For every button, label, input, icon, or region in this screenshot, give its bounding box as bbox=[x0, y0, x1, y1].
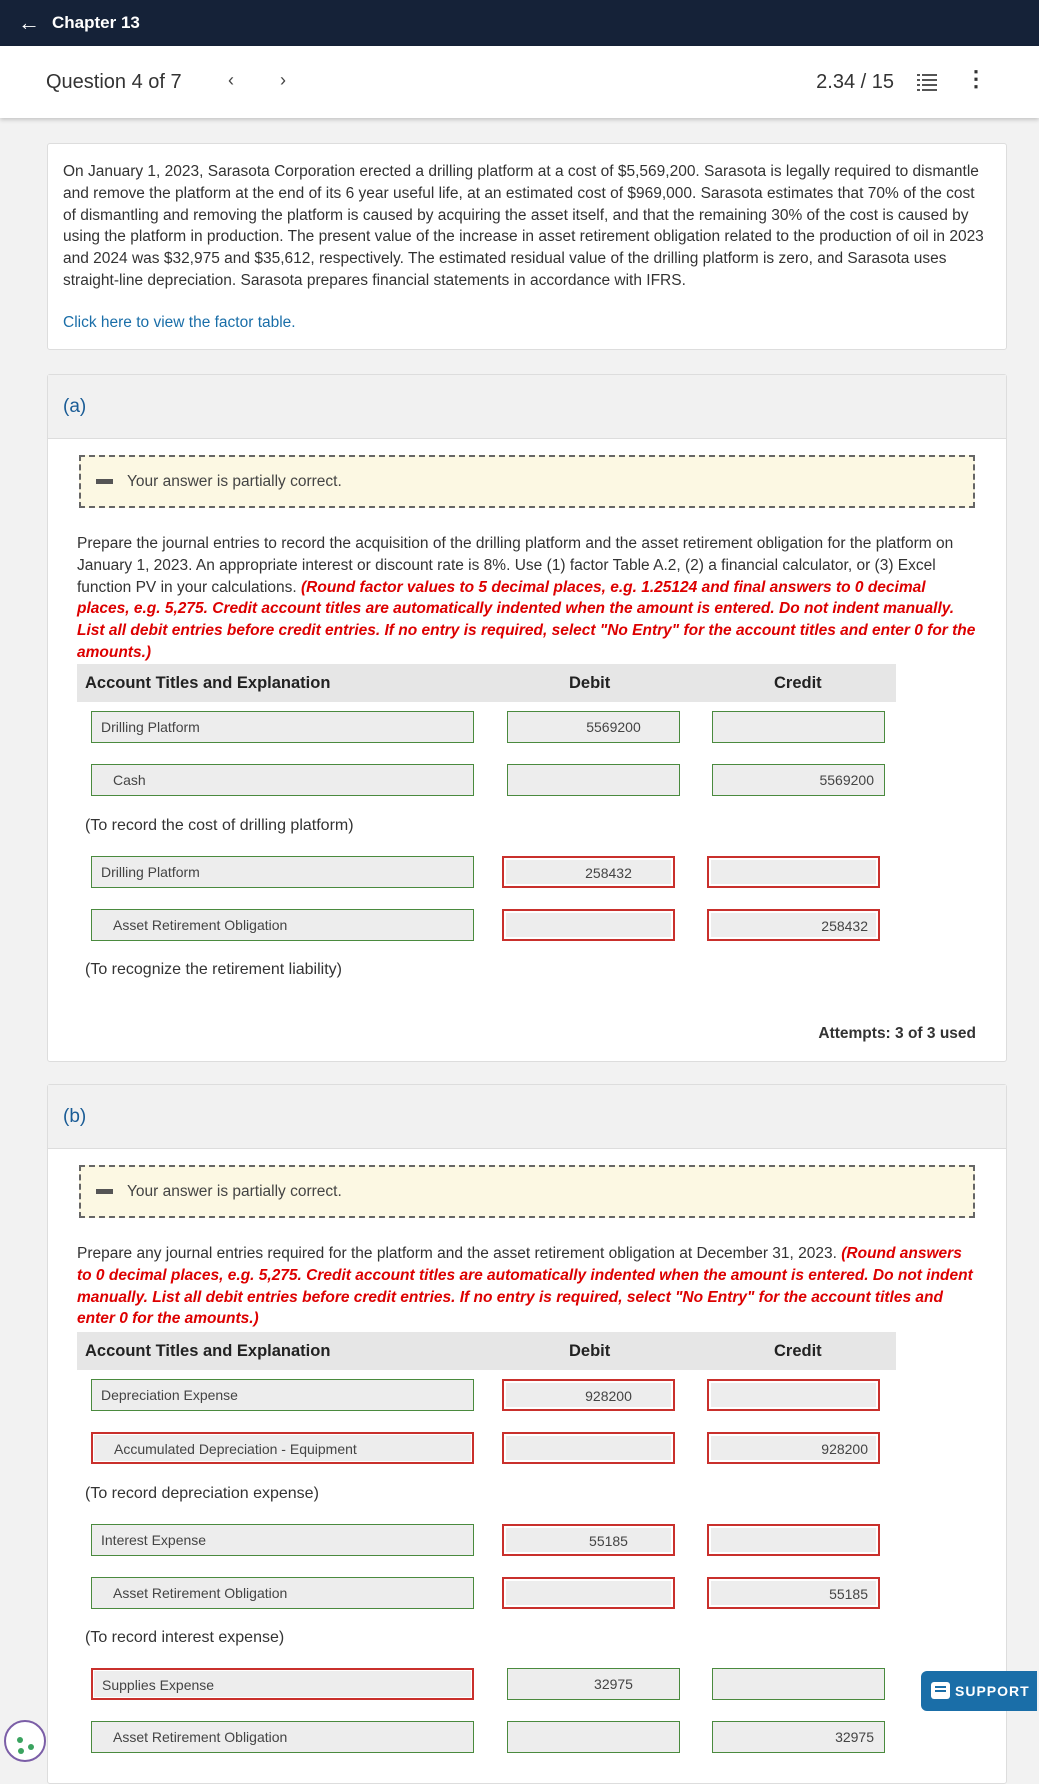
part-a-label: (a) bbox=[63, 396, 87, 417]
chat-icon bbox=[931, 1682, 950, 1699]
credit-input[interactable] bbox=[712, 1668, 885, 1700]
account-select[interactable]: Drilling Platform bbox=[91, 711, 474, 743]
debit-input[interactable]: 928200 bbox=[502, 1379, 675, 1411]
part-a-table-header: Account Titles and Explanation Debit Credit bbox=[77, 664, 896, 702]
account-select[interactable]: Drilling Platform bbox=[91, 856, 474, 888]
account-select[interactable]: Asset Retirement Obligation bbox=[91, 909, 474, 941]
credit-input[interactable]: 55185 bbox=[707, 1577, 880, 1609]
account-select[interactable]: Asset Retirement Obligation bbox=[91, 1577, 474, 1609]
support-label: SUPPORT bbox=[955, 1683, 1030, 1699]
account-select[interactable]: Supplies Expense bbox=[91, 1668, 474, 1700]
part-a-header bbox=[48, 375, 1006, 439]
part-a-panel bbox=[47, 374, 1007, 1062]
arrow-left-icon[interactable]: ← bbox=[18, 10, 40, 35]
factor-table-link[interactable]: Click here to view the factor table. bbox=[63, 313, 296, 331]
prev-question-button[interactable]: ‹ bbox=[228, 70, 234, 90]
account-select[interactable]: Cash bbox=[91, 764, 474, 796]
account-select[interactable]: Accumulated Depreciation - Equipment bbox=[91, 1432, 474, 1464]
debit-input[interactable]: 32975 bbox=[507, 1668, 680, 1700]
chapter-title[interactable]: Chapter 13 bbox=[52, 13, 140, 32]
credit-input[interactable]: 258432 bbox=[707, 909, 880, 941]
question-label: Question 4 of 7 bbox=[46, 71, 182, 93]
account-select[interactable]: Interest Expense bbox=[91, 1524, 474, 1556]
account-select[interactable]: Asset Retirement Obligation bbox=[91, 1721, 474, 1753]
debit-input[interactable] bbox=[507, 1721, 680, 1753]
top-bar bbox=[0, 0, 1039, 46]
part-b-panel bbox=[47, 1084, 1007, 1784]
memo-text: (To recognize the retirement liability) bbox=[85, 961, 342, 978]
support-button[interactable] bbox=[921, 1671, 1037, 1711]
part-a-instructions: Prepare the journal entries to record the acquisition of the drilling platform and the asset retirement obligation for the platform on January 1, 2023. An appropriate interest or discount rate is 8%. Use (1) factor Table A.2, (2) a financial calculator, or (3) Excel function PV in your calculations. (Round factor values to 5 decimal places, e.g. 1.25124 and final answers to 0 decimal places, e.g. 5,275. Credit account titles are automatically indented when the amount is entered. Do not indent manually. List all debit entries before credit entries. If no entry is required, select "No Entry" for the account titles and enter 0 for the amounts.) bbox=[77, 535, 976, 661]
question-intro bbox=[47, 143, 1007, 350]
debit-input[interactable]: 258432 bbox=[502, 856, 675, 888]
credit-input[interactable] bbox=[707, 856, 880, 888]
credit-input[interactable] bbox=[707, 1379, 880, 1411]
cookie-icon[interactable] bbox=[4, 1720, 46, 1762]
part-b-status bbox=[79, 1165, 975, 1218]
partial-icon bbox=[96, 1189, 113, 1194]
debit-input[interactable] bbox=[502, 1577, 675, 1609]
part-a-status bbox=[79, 455, 975, 508]
question-bar bbox=[0, 46, 1039, 118]
debit-input[interactable] bbox=[507, 764, 680, 796]
memo-text: (To record interest expense) bbox=[85, 1629, 285, 1646]
next-question-button[interactable]: › bbox=[280, 70, 286, 90]
partial-icon bbox=[96, 479, 113, 484]
credit-input[interactable]: 32975 bbox=[712, 1721, 885, 1753]
debit-input[interactable]: 5569200 bbox=[507, 711, 680, 743]
debit-input[interactable]: 55185 bbox=[502, 1524, 675, 1556]
part-b-label: (b) bbox=[63, 1106, 87, 1127]
memo-text: (To record depreciation expense) bbox=[85, 1485, 319, 1502]
part-b-instructions: Prepare any journal entries required for the platform and the asset retirement obligation at December 31, 2023. (Round answers to 0 decimal places, e.g. 5,275. Credit account titles are automatically indented when the amount is entered. Do not indent manually. List all debit entries before credit entries. If no entry is required, select "No Entry" for the account titles and enter 0 for the amounts.) bbox=[77, 1245, 973, 1328]
memo-text: (To record the cost of drilling platform) bbox=[85, 817, 354, 834]
score-display: 2.34 / 15 bbox=[816, 71, 894, 93]
list-icon[interactable] bbox=[917, 73, 937, 91]
debit-input[interactable] bbox=[502, 1432, 675, 1464]
attempts-text: Attempts: 3 of 3 used bbox=[818, 1025, 976, 1042]
credit-input[interactable]: 5569200 bbox=[712, 764, 885, 796]
credit-input[interactable] bbox=[707, 1524, 880, 1556]
status-text: Your answer is partially correct. bbox=[127, 473, 342, 490]
part-b-header bbox=[48, 1085, 1006, 1149]
status-text: Your answer is partially correct. bbox=[127, 1183, 342, 1200]
part-b-table-header: Account Titles and Explanation Debit Credit bbox=[77, 1332, 896, 1370]
more-vertical-icon[interactable]: ⋮ bbox=[965, 66, 987, 91]
credit-input[interactable] bbox=[712, 711, 885, 743]
debit-input[interactable] bbox=[502, 909, 675, 941]
credit-input[interactable]: 928200 bbox=[707, 1432, 880, 1464]
intro-text: On January 1, 2023, Sarasota Corporation erected a drilling platform at a cost of $5,569,200. Sarasota is legally required to dismantle and remove the platform at the end of its 6 year useful life, at an estimated cost of $969,000. Sarasota estimates that 70% of the cost of dismantling and removing the platform is caused by acquiring the asset itself, and that the remaining 30% of the cost is caused by using the platform in production. The present value of the increase in asset retirement obligation related to the production of oil in 2023 and 2024 was $32,975 and $35,612, respectively. The estimated residual value of the drilling platform is zero, and Sarasota uses straight-line depreciation. Sarasota prepares financial statements in accordance with IFRS. bbox=[63, 163, 984, 289]
account-select[interactable]: Depreciation Expense bbox=[91, 1379, 474, 1411]
